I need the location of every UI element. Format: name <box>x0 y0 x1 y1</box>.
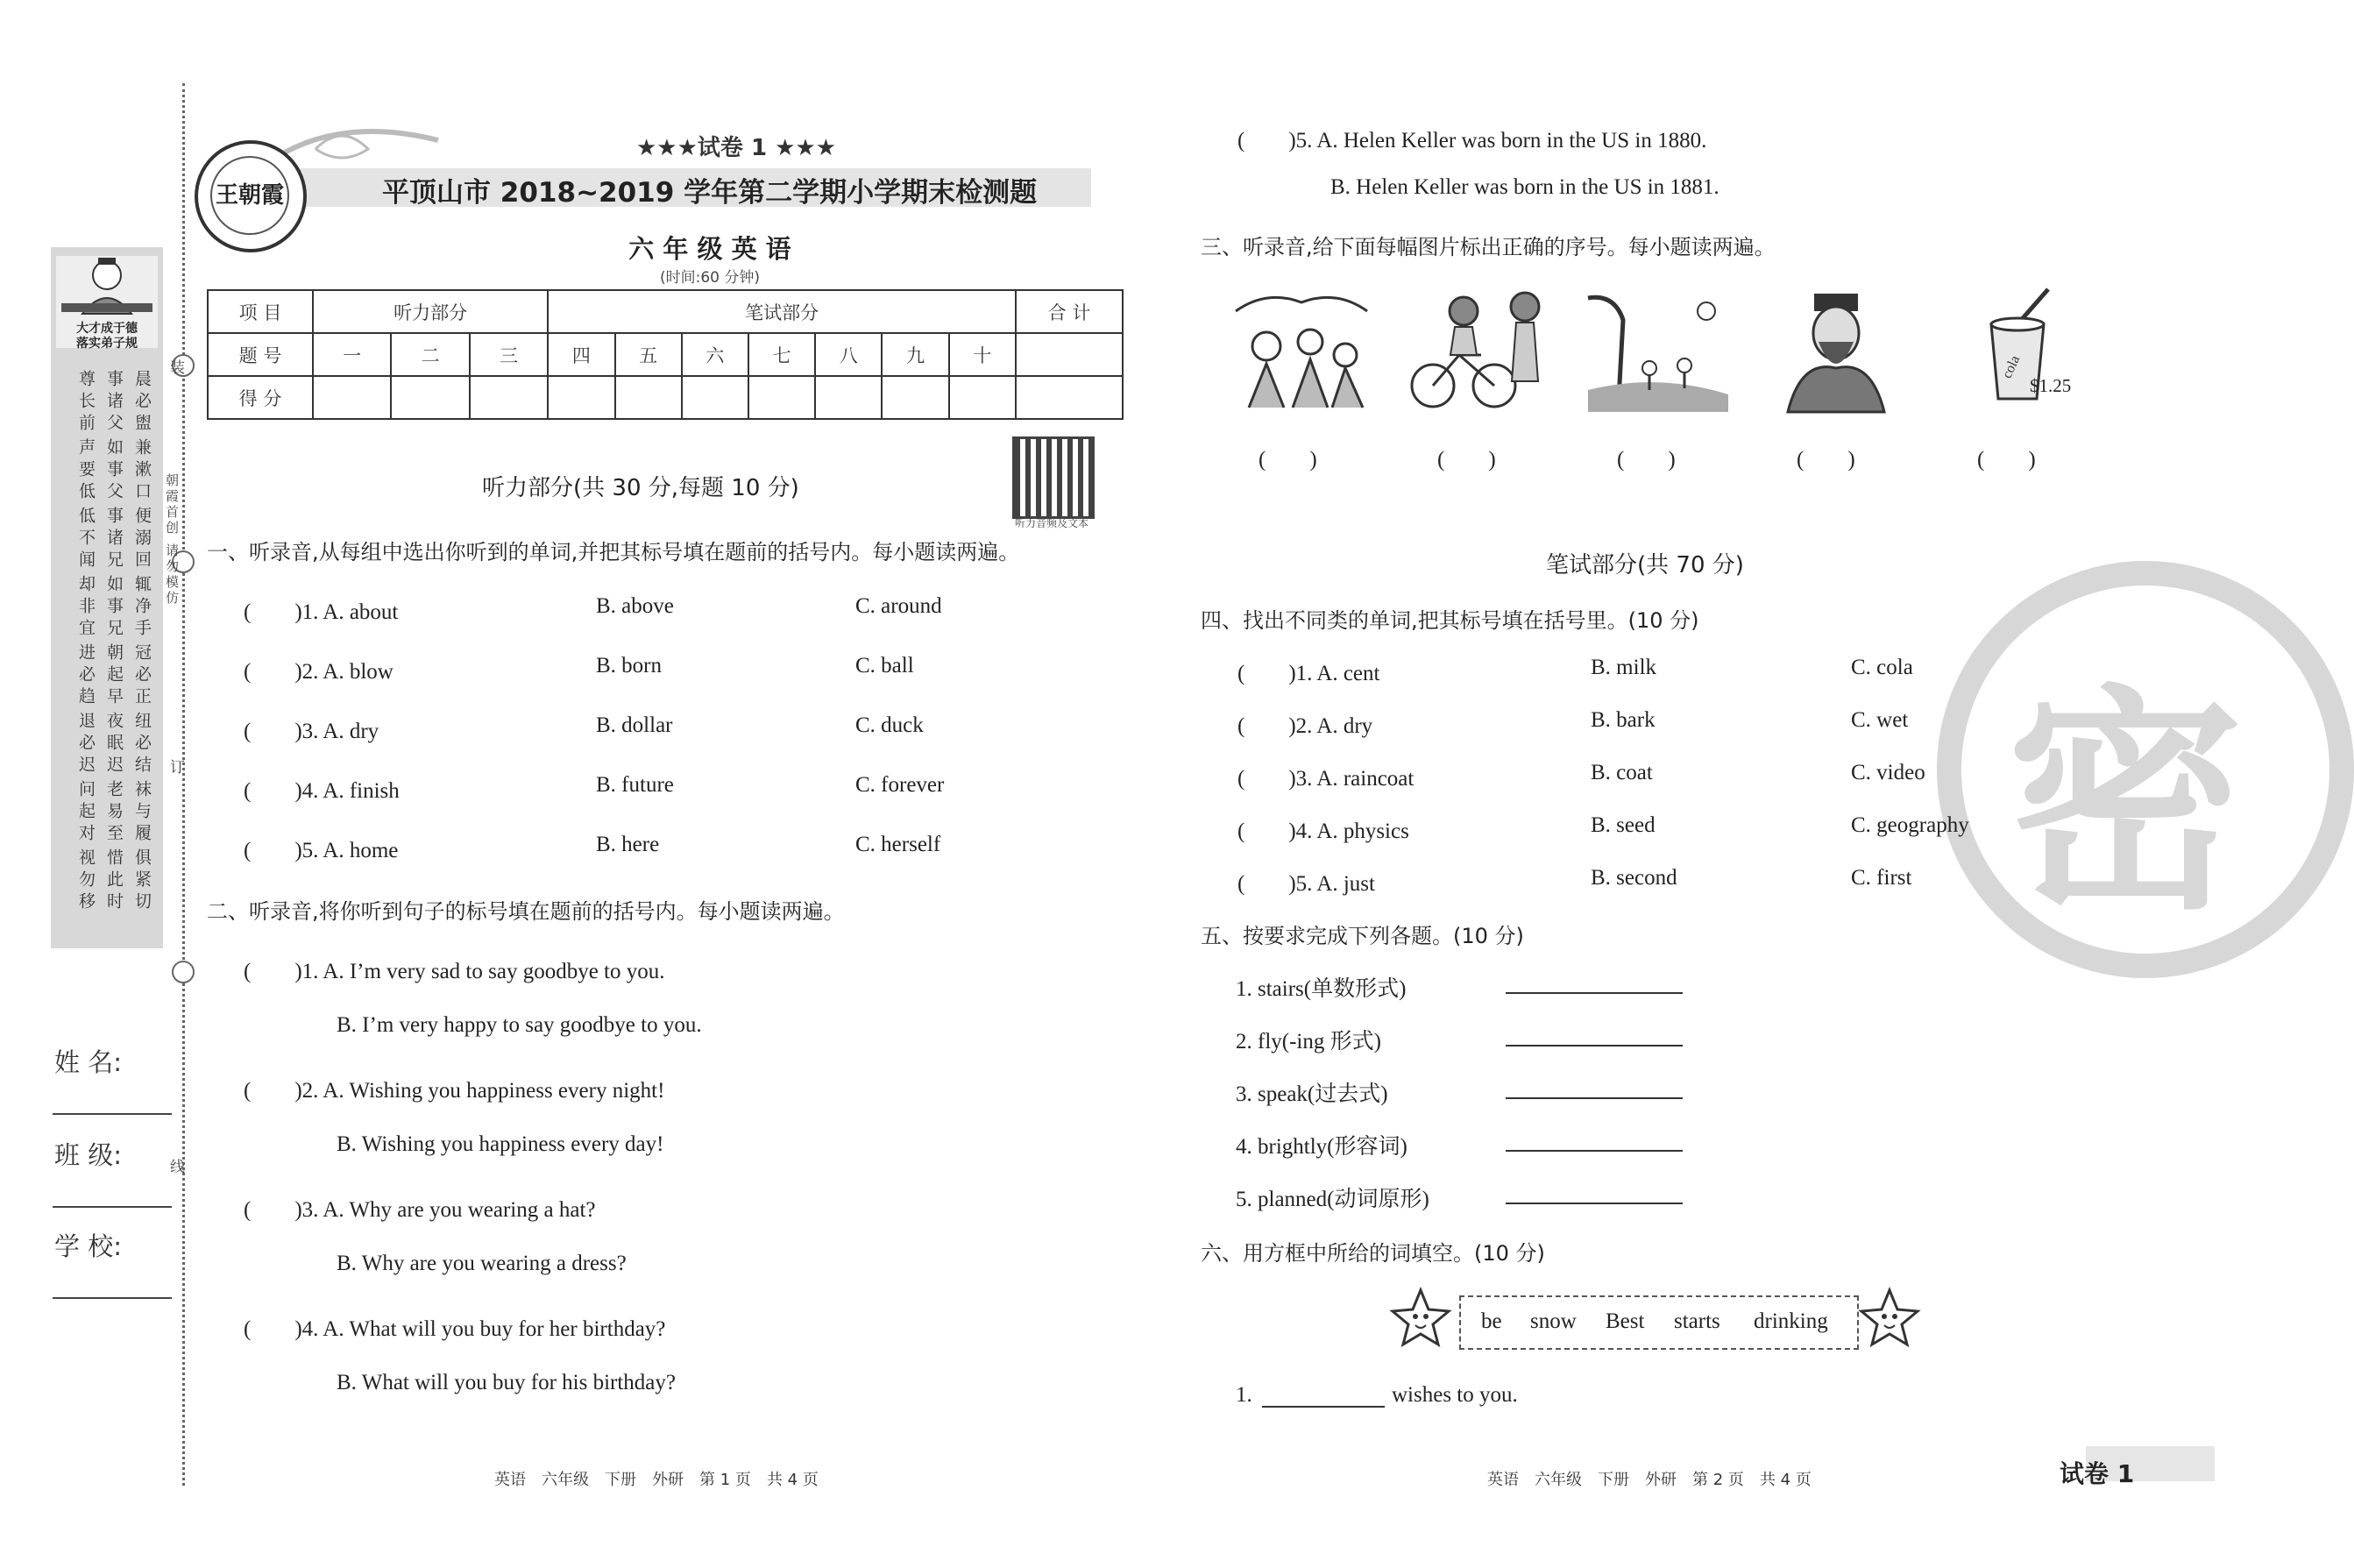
motto-column: 袜与履 <box>132 780 152 846</box>
score-table-row <box>208 333 1123 376</box>
score-cell[interactable] <box>391 376 469 419</box>
answer-bracket[interactable]: ( ) <box>1259 448 1317 472</box>
option-c: C. herself <box>855 833 941 856</box>
motto-column: 老易至 <box>104 780 124 846</box>
score-table-row <box>208 290 1123 333</box>
motto-column: 惜此时 <box>104 848 124 914</box>
question-number-cell: 十 <box>949 333 1016 376</box>
option-c: C. ball <box>855 654 914 678</box>
answer-blank[interactable] <box>1506 1203 1683 1204</box>
motto-column: 如事父 <box>104 438 124 504</box>
question-stem[interactable]: ( )2. A. dry <box>1237 714 1373 738</box>
answer-bracket[interactable]: ( ) <box>1977 448 2036 472</box>
motto-title-line: 大才成于德 <box>76 322 138 336</box>
footer-page-2: 英语 六年级 下册 外研 第 2 页 共 4 页 <box>1487 1471 1812 1489</box>
score-cell[interactable] <box>882 376 948 419</box>
listening-title: 听力部分(共 30 分,每题 10 分) <box>482 475 799 501</box>
section-1-heading: 一、听录音,从每组中选出你听到的单词,并把其标号填在题前的括号内。每小题读两遍。 <box>207 540 1020 564</box>
question-number-cell: 三 <box>470 333 548 376</box>
table-row-label: 题 号 <box>208 333 313 376</box>
option-b: B. above <box>596 594 674 618</box>
word-bank-item: snow <box>1530 1309 1577 1333</box>
section-2-heading: 二、听录音,将你听到句子的标号填在题前的括号内。每小题读两遍。 <box>207 899 845 924</box>
confucius-portrait-picture <box>1783 289 1889 412</box>
score-cell[interactable] <box>615 376 682 419</box>
motto-column: 朝起早 <box>104 643 124 709</box>
binding-seal-mark <box>172 961 195 983</box>
motto-column: 晨必盥 <box>132 370 152 436</box>
motto-column: 事诸父 <box>104 370 124 436</box>
school-label: 学 校: <box>54 1231 122 1261</box>
festival-crowd-picture <box>1231 285 1372 412</box>
question-number-cell: 九 <box>882 333 948 376</box>
word-bank-item: drinking <box>1754 1309 1828 1333</box>
option-c: C. forever <box>855 773 945 797</box>
question-stem[interactable]: ( )5. A. Helen Keller was born in the US in 1880. <box>1237 129 1707 153</box>
paper-tag: ★★★试卷 1 ★★★ <box>635 135 837 161</box>
qr-code-icon[interactable] <box>1012 436 1095 519</box>
option-b: B. born <box>596 654 662 678</box>
option-c: C. wet <box>1851 708 1909 732</box>
motto-column: 事诸兄 <box>104 507 124 572</box>
score-cell[interactable] <box>1016 376 1123 419</box>
exam-title: 平顶山市 2018~2019 学年第二学期小学期末检测题 <box>382 177 1038 209</box>
option-b: B. Why are you wearing a dress? <box>337 1252 627 1275</box>
question-number-cell: 七 <box>748 333 815 376</box>
answer-blank[interactable] <box>1506 992 1683 994</box>
girls-with-bicycle-picture <box>1407 285 1560 412</box>
table-header-cell: 笔试部分 <box>548 290 1016 333</box>
section-6-heading: 六、用方框中所给的词填空。(10 分) <box>1201 1241 1545 1266</box>
word-bank-item: starts <box>1674 1309 1720 1333</box>
written-title: 笔试部分(共 70 分) <box>1546 552 1744 578</box>
answer-blank[interactable] <box>1262 1406 1385 1408</box>
transform-question: 4. brightly(形容词) <box>1236 1135 1407 1159</box>
question-number-cell: 一 <box>313 333 391 376</box>
table-row-label: 得 分 <box>208 376 313 419</box>
score-cell[interactable] <box>815 376 882 419</box>
question-stem[interactable]: ( )5. A. home <box>244 839 399 862</box>
question-number-cell: 五 <box>615 333 682 376</box>
question-number-cell: 六 <box>682 333 748 376</box>
option-b: B. here <box>596 833 660 856</box>
answer-blank[interactable] <box>1506 1097 1683 1099</box>
table-header-cell: 合 计 <box>1016 290 1123 333</box>
question-stem[interactable]: ( )4. A. finish <box>244 779 400 803</box>
motto-column: 便溺回 <box>132 507 152 572</box>
option-b: B. coat <box>1591 761 1653 784</box>
answer-bracket[interactable]: ( ) <box>1797 448 1855 472</box>
scholar-cartoon-icon <box>56 256 158 317</box>
option-b: B. What will you buy for his birthday? <box>337 1371 676 1394</box>
transform-question: 2. fly(-ing 形式) <box>1236 1030 1381 1054</box>
motto-column: 夜眠迟 <box>104 712 124 777</box>
word-bank-item: be <box>1481 1309 1502 1333</box>
word-bank-item: Best <box>1606 1309 1645 1333</box>
score-cell[interactable] <box>949 376 1016 419</box>
option-b: B. future <box>596 773 674 797</box>
question-stem[interactable]: ( )3. A. raincoat <box>1237 767 1415 791</box>
binding-seal-char: 装 <box>167 359 184 378</box>
motto-illustration <box>56 256 158 351</box>
question-number-cell: 二 <box>391 333 469 376</box>
qr-caption: 听力音频及文本 <box>1014 517 1088 529</box>
question-stem[interactable]: ( )3. A. dry <box>244 720 379 743</box>
motto-column: 冠必正 <box>132 643 152 709</box>
motto-title-line: 落实弟子规 <box>76 337 138 351</box>
footer-page-1: 英语 六年级 下册 外研 第 1 页 共 4 页 <box>494 1471 819 1489</box>
school-field[interactable] <box>53 1297 172 1299</box>
motto-column: 如事兄 <box>104 575 124 641</box>
option-c: C. duck <box>855 713 924 737</box>
score-cell[interactable] <box>682 376 748 419</box>
transform-question: 5. planned(动词原形) <box>1236 1188 1429 1211</box>
binding-seal-char: 订 <box>167 759 184 777</box>
score-cell[interactable] <box>313 376 391 419</box>
score-cell[interactable] <box>548 376 614 419</box>
option-b: B. second <box>1591 866 1677 890</box>
option-c: C. first <box>1851 866 1912 890</box>
score-table <box>207 289 1124 420</box>
option-c: C. geography <box>1851 813 1969 837</box>
motto-column: 却非宜 <box>76 575 96 641</box>
motto-text <box>65 370 152 931</box>
question-stem[interactable]: ( )4. A. What will you buy for her birthday? <box>244 1317 666 1341</box>
question-number-cell: 四 <box>548 333 614 376</box>
children-kite-field-picture <box>1588 294 1728 412</box>
answer-blank[interactable] <box>1506 1045 1683 1047</box>
question-stem[interactable]: ( )5. A. just <box>1237 872 1375 896</box>
fold-notice: 朝霞首创 请勿模仿 <box>164 473 180 607</box>
subject-title: 六 年 级 英 语 <box>628 234 791 264</box>
option-c: C. cola <box>1851 656 1913 679</box>
question-stem[interactable]: ( )1. A. I’m very sad to say goodbye to you. <box>244 960 665 983</box>
option-b: B. Wishing you happiness every day! <box>337 1132 664 1156</box>
motto-column: 进必趋 <box>76 643 96 709</box>
publisher-logo-text: 王朝霞 <box>210 156 289 235</box>
question-stem[interactable]: ( )3. A. Why are you wearing a hat? <box>244 1198 596 1222</box>
motto-column: 兼漱口 <box>132 438 152 504</box>
star-mascot-icon <box>1858 1287 1921 1350</box>
cola-label: cola <box>1999 353 2024 381</box>
answer-blank[interactable] <box>1506 1150 1683 1152</box>
name-field[interactable] <box>53 1113 172 1115</box>
table-header-cell: 听力部分 <box>313 290 548 333</box>
section-3-heading: 三、听录音,给下面每幅图片标出正确的序号。每小题读两遍。 <box>1201 235 1776 259</box>
score-cell[interactable] <box>470 376 548 419</box>
option-c: C. around <box>855 594 942 618</box>
price-label: $1.25 <box>2030 375 2072 396</box>
option-b: B. bark <box>1591 708 1656 732</box>
motto-column: 声要低 <box>76 438 96 504</box>
confidential-stamp-char: 密 <box>2007 665 2244 941</box>
motto-column: 尊长前 <box>76 370 96 436</box>
option-b: B. Helen Keller was born in the US in 1881. <box>1330 175 1719 199</box>
binding-seal-char: 线 <box>167 1159 184 1177</box>
question-stem[interactable]: ( )1. A. about <box>244 600 399 624</box>
motto-column: 退必迟 <box>76 712 96 777</box>
paper-tag-footer: 试卷 1 <box>2060 1459 2135 1488</box>
fill-question-number: 1. <box>1236 1383 1252 1407</box>
score-table-row <box>208 376 1123 419</box>
answer-bracket[interactable]: ( ) <box>1617 448 1676 472</box>
question-stem[interactable]: ( )2. A. blow <box>244 660 394 684</box>
question-stem[interactable]: ( )1. A. cent <box>1237 662 1380 685</box>
option-b: B. milk <box>1591 656 1657 679</box>
score-cell[interactable] <box>748 376 815 419</box>
motto-column: 视勿移 <box>76 848 96 914</box>
name-label: 姓 名: <box>54 1047 122 1077</box>
option-b: B. seed <box>1591 813 1656 837</box>
section-5-heading: 五、按要求完成下列各题。(10 分) <box>1201 924 1524 948</box>
table-header-cell: 项 目 <box>208 290 313 333</box>
motto-column: 辄净手 <box>132 575 152 641</box>
option-c: C. video <box>1851 761 1925 784</box>
motto-column: 低不闻 <box>76 507 96 572</box>
option-b: B. I’m very happy to say goodbye to you. <box>337 1013 702 1037</box>
transform-question: 3. speak(过去式) <box>1236 1082 1388 1106</box>
section-4-heading: 四、找出不同类的单词,把其标号填在括号里。(10 分) <box>1201 608 1699 633</box>
question-number-cell: 八 <box>815 333 882 376</box>
motto-column: 纽必结 <box>132 712 152 777</box>
fill-question-text: wishes to you. <box>1392 1383 1518 1407</box>
class-label: 班 级: <box>54 1140 122 1170</box>
binding-fold-line <box>182 83 185 1486</box>
motto-column: 俱紧切 <box>132 848 152 914</box>
question-stem[interactable]: ( )2. A. Wishing you happiness every night! <box>244 1079 665 1103</box>
class-field[interactable] <box>53 1206 172 1208</box>
exam-time: (时间:60 分钟) <box>659 269 761 287</box>
option-b: B. dollar <box>596 713 673 737</box>
question-stem[interactable]: ( )4. A. physics <box>1237 819 1409 843</box>
total-cell[interactable] <box>1016 333 1123 376</box>
answer-bracket[interactable]: ( ) <box>1437 448 1496 472</box>
star-mascot-icon <box>1389 1287 1452 1350</box>
transform-question: 1. stairs(单数形式) <box>1236 977 1407 1001</box>
motto-column: 问起对 <box>76 780 96 846</box>
